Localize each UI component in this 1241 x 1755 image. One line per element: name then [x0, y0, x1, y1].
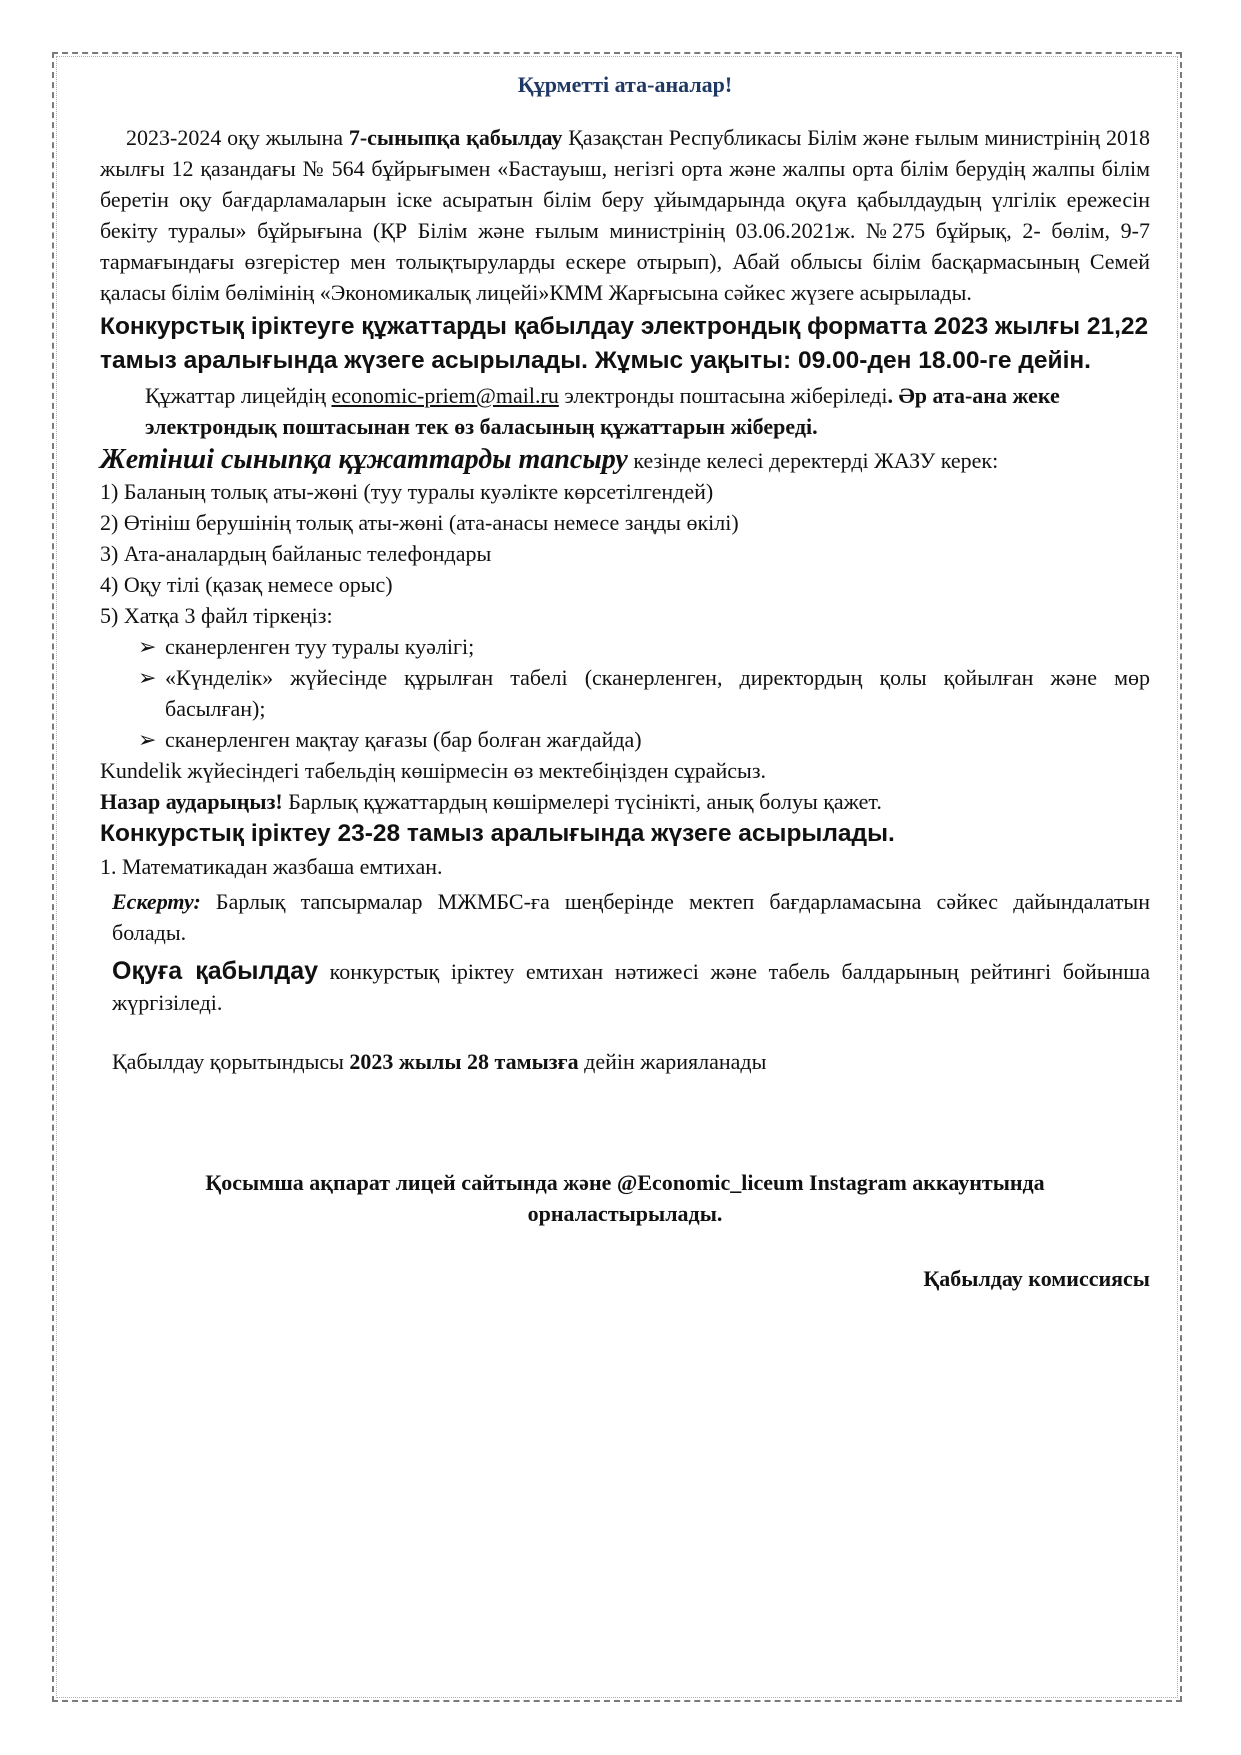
arrow-bullet-icon: ➢	[138, 665, 157, 690]
results-rest: дейін жарияланады	[578, 1049, 767, 1074]
arrow-bullet-icon: ➢	[138, 727, 157, 752]
page-title: Құрметті ата-аналар!	[517, 72, 733, 97]
footer-info: Қосымша ақпарат лицей сайтында және @Economic_liceum Instagram аккаунтында орналастырылады.	[205, 1170, 1045, 1226]
kundelik-note: Kundelik жүйесіндегі табельдің көшірмесін өз мектебіңізден сұрайсыз.	[100, 758, 767, 783]
email-bold: . Әр ата-ана жеке электрондық поштасынан тек өз баласының құжаттарын жібереді.	[145, 383, 1060, 439]
bullet-text: сканерленген туу туралы куәлігі;	[165, 634, 475, 659]
email-link[interactable]: economic-priem@mail.ru	[331, 383, 559, 408]
document-body	[100, 72, 1150, 1294]
intro-paragraph	[100, 122, 1150, 308]
numbered-item: 1) Баланың толық аты-жөні (туу туралы куәлікте көрсетілгендей)	[100, 479, 714, 504]
bullet-text: сканерленген мақтау қағазы (бар болған жағдайда)	[165, 727, 642, 752]
numbered-item: 3) Ата-аналардың байланыс телефондары	[100, 541, 492, 566]
intro-rest: Қазақстан Республикасы Білім және ғылым министрінің 2018 жылғы 12 қазандағы № 564 бұйрығымен «Бастауыш, негізгі орта және жалпы орта білім берудің жалпы білім беретін оқу бағдарламаларын іске асыратын білім беру ұйымдарында оқуға қабылдаудың үлгілік ережесін бекіту туралы» бұйрығына (ҚР Білім және ғылым министрінің 03.06.2021ж. №275 бұйрық, 2- бөлім, 9-7 тармағындағы өзгерістер мен толықтыруларды ескере отырып), Абай облысы білім басқармасының Семей қаласы білім бөлімінің «Экономикалық лицейі»КММ Жарғысына сәйкес жүзеге асырылады.	[100, 125, 1151, 305]
signature: Қабылдау комиссиясы	[923, 1266, 1150, 1291]
bullet-item	[100, 724, 1150, 755]
intro-bold: 7-сыныпқа қабылдау	[348, 125, 563, 150]
attention-text: Барлық құжаттардың көшірмелері түсінікті, анық болуы қажет.	[282, 789, 882, 814]
numbered-item: 2) Өтініш берушінің толық аты-жөні (ата-анасы немесе заңды өкілі)	[100, 510, 739, 535]
bullet-item	[100, 631, 1150, 662]
submit-paragraph	[100, 444, 1150, 476]
results-lead: Қабылдау қорытындысы	[112, 1049, 350, 1074]
email-lead: Құжаттар лицейдің	[145, 383, 332, 408]
note-paragraph	[100, 886, 1150, 948]
results-date: 2023 жылы 28 тамызға	[349, 1049, 579, 1074]
attention-label: Назар аударыңыз!	[100, 789, 283, 814]
heading-submission-dates: Конкурстық іріктеуге құжаттарды қабылдау электрондық форматта 2023 жылғы 21,22 тамыз аралығында жүзеге асырылады. Жұмыс уақыты: 09.00-ден 18.00-ге дейін.	[100, 313, 1149, 374]
submit-rest: кезінде келесі деректерді ЖАЗУ керек:	[627, 448, 999, 473]
submit-bold-italic: Жетінші сыныпқа құжаттарды тапсыру	[100, 444, 628, 475]
admission-text: конкурстық іріктеу емтихан нәтижесі және табель балдарының рейтингі бойынша жүргізіледі.	[112, 959, 1151, 1015]
heading-selection-dates: Конкурстық іріктеу 23-28 тамыз аралығында жүзеге асырылады.	[100, 820, 895, 847]
numbered-item: 4) Оқу тілі (қазақ немесе орыс)	[100, 572, 393, 597]
admission-paragraph	[100, 956, 1150, 1018]
exam-item: 1. Математикадан жазбаша емтихан.	[100, 854, 443, 879]
email-paragraph	[100, 380, 1150, 442]
attention-paragraph	[100, 786, 1150, 817]
admission-label: Оқуға қабылдау	[112, 957, 319, 985]
bullet-text: «Күнделік» жүйесінде құрылған табелі (сканерленген, директордың қолы қойылған және мөр басылған);	[165, 665, 1150, 721]
numbered-item: 5) Хатқа 3 файл тіркеңіз:	[100, 603, 333, 628]
email-mid: электронды поштасына жіберіледі	[558, 383, 888, 408]
bullet-item	[100, 662, 1150, 724]
intro-lead: 2023-2024 оқу жылына	[126, 125, 349, 150]
note-text: Барлық тапсырмалар МЖМБС-ға шеңберінде мектеп бағдарламасына сәйкес дайындалатын болады.	[112, 889, 1150, 945]
note-label: Ескерту:	[112, 889, 201, 914]
arrow-bullet-icon: ➢	[138, 634, 157, 659]
results-paragraph	[100, 1046, 1150, 1077]
